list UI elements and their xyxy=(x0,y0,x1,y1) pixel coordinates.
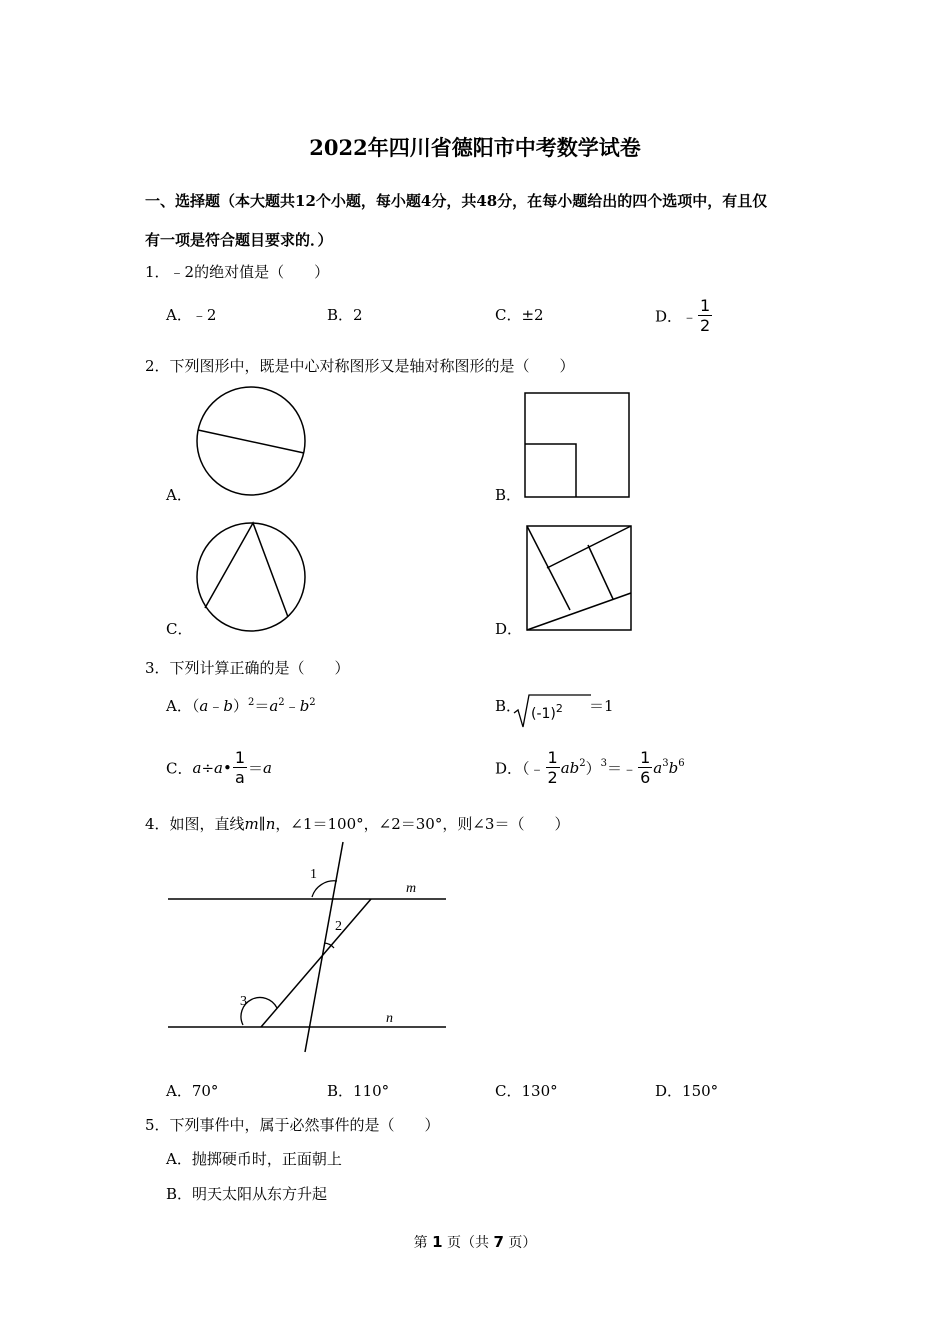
question-2-stem: 2．下列图形中，既是中心对称图形又是轴对称图形的是（ ） xyxy=(145,357,575,375)
fraction-numerator: 1 xyxy=(700,296,711,315)
var-m: m xyxy=(244,815,259,833)
footer-page-number: 1 xyxy=(432,1233,443,1251)
question-1-option-c[interactable]: C．±2 xyxy=(495,306,544,324)
stem-text: ，∠1＝100°，∠2＝30°，则∠3＝（ ） xyxy=(275,815,570,833)
var-a: a xyxy=(653,759,663,777)
question-4-stem xyxy=(145,813,569,834)
question-4-option-b[interactable]: B．110° xyxy=(327,1082,390,1100)
fraction-denominator: 6 xyxy=(640,768,651,787)
question-1-option-b[interactable]: B．2 xyxy=(327,306,363,324)
figure-circle-chord[interactable] xyxy=(190,385,310,500)
exponent: 6 xyxy=(678,758,685,769)
fraction xyxy=(638,750,652,786)
paren: ） xyxy=(585,759,601,778)
var-n: n xyxy=(265,815,276,833)
question-4-option-c[interactable]: C．130° xyxy=(495,1082,558,1100)
option-label: B． xyxy=(495,697,522,715)
footer-text: 页） xyxy=(503,1235,537,1251)
figure-square-pinwheel[interactable] xyxy=(524,523,634,633)
question-4-option-d[interactable]: D．150° xyxy=(655,1082,719,1100)
question-1-option-d-prefix: D．﹣ xyxy=(655,307,698,326)
section-header-line2: 有一项是符合题目要求的．） xyxy=(145,231,333,249)
dot: • xyxy=(222,759,232,777)
paren: ） xyxy=(232,697,248,715)
question-2-option-a-label[interactable]: A． xyxy=(166,486,192,504)
fraction-numerator: 1 xyxy=(234,748,246,767)
var-a: a xyxy=(269,697,279,715)
var-a: a xyxy=(199,697,209,715)
minus: ﹣ xyxy=(284,697,300,715)
question-1-option-d[interactable] xyxy=(655,298,713,334)
page-title: 2022年四川省德阳市中考数学试卷 xyxy=(309,135,641,160)
angle-3-label: 3 xyxy=(240,994,247,1009)
fraction-denominator: 2 xyxy=(700,316,711,335)
equals: ＝ xyxy=(248,759,264,778)
question-3-stem: 3．下列计算正确的是（ ） xyxy=(145,659,350,677)
figure-parallel-lines xyxy=(160,840,460,1055)
radicand xyxy=(531,702,563,722)
fraction xyxy=(546,750,560,786)
question-3-option-c[interactable] xyxy=(166,750,272,786)
exponent: 2 xyxy=(579,758,586,769)
exponent: 3 xyxy=(662,758,669,769)
parallel-symbol: ∥ xyxy=(258,815,266,833)
option-label: C． xyxy=(166,759,193,778)
exponent: 2 xyxy=(555,702,563,715)
section-header-line1: 一、选择题（本大题共12个小题，每小题4分，共48分，在每小题给出的四个选项中，有且仅 xyxy=(145,192,768,210)
question-2-option-c-label[interactable]: C． xyxy=(166,620,193,638)
paren: （ xyxy=(191,697,200,715)
minus: ﹣ xyxy=(208,697,224,715)
question-2-option-b-label[interactable]: B． xyxy=(495,486,522,504)
fraction-denominator: 2 xyxy=(547,768,558,787)
divide: ÷ xyxy=(201,759,215,777)
fraction-denominator: a xyxy=(235,768,245,787)
exponent: 2 xyxy=(247,697,255,708)
footer-total-pages: 7 xyxy=(493,1233,504,1251)
angle-2-label: 2 xyxy=(335,919,342,934)
line-m-label: m xyxy=(406,881,417,896)
question-3-option-d[interactable] xyxy=(495,750,685,786)
angle-1-label: 1 xyxy=(310,867,317,882)
exponent: 3 xyxy=(600,758,608,769)
slant-line xyxy=(261,899,371,1027)
question-5-option-b[interactable]: B．明天太阳从东方升起 xyxy=(166,1185,328,1203)
question-5-stem: 5．下列事件中，属于必然事件的是（ ） xyxy=(145,1116,440,1134)
fraction xyxy=(698,298,712,334)
figure-circle-triangle[interactable] xyxy=(190,518,310,636)
paren-minus: （﹣ xyxy=(522,759,545,778)
var-a: a xyxy=(192,759,202,777)
question-2-option-d-label[interactable]: D． xyxy=(495,620,523,638)
exponent: 2 xyxy=(309,697,316,708)
line-n-label: n xyxy=(386,1011,393,1026)
footer-text: 页（共 xyxy=(442,1235,494,1251)
question-1-stem: 1．﹣2的绝对值是（ ） xyxy=(145,263,330,281)
figure-nested-squares[interactable] xyxy=(522,390,632,500)
var-a: a xyxy=(214,759,223,777)
fraction xyxy=(233,750,247,786)
var-b: b xyxy=(223,697,233,715)
var-b: b xyxy=(668,759,679,777)
var-ab: ab xyxy=(560,759,580,777)
page-footer xyxy=(0,1232,950,1252)
question-5-option-a[interactable]: A．抛掷硬币时，正面朝上 xyxy=(166,1150,342,1168)
fraction-numerator: 1 xyxy=(547,748,558,767)
var-b: b xyxy=(299,697,310,715)
question-1-option-a[interactable]: A．﹣2 xyxy=(166,306,217,324)
stem-text: 4．如图，直线 xyxy=(145,815,245,833)
question-3-option-a[interactable] xyxy=(166,695,316,716)
question-3-option-b-rhs: ＝1 xyxy=(589,697,614,715)
footer-text: 第 xyxy=(413,1235,433,1251)
equals-minus: ＝﹣ xyxy=(607,759,638,778)
var-a: a xyxy=(263,759,272,777)
option-label: D． xyxy=(495,759,523,778)
equals: ＝ xyxy=(254,697,270,715)
question-4-option-a[interactable]: A．70° xyxy=(166,1082,219,1100)
option-label: A． xyxy=(166,697,192,715)
fraction-numerator: 1 xyxy=(640,748,651,767)
radicand-base: (-1) xyxy=(531,706,556,722)
exponent: 2 xyxy=(278,697,285,708)
